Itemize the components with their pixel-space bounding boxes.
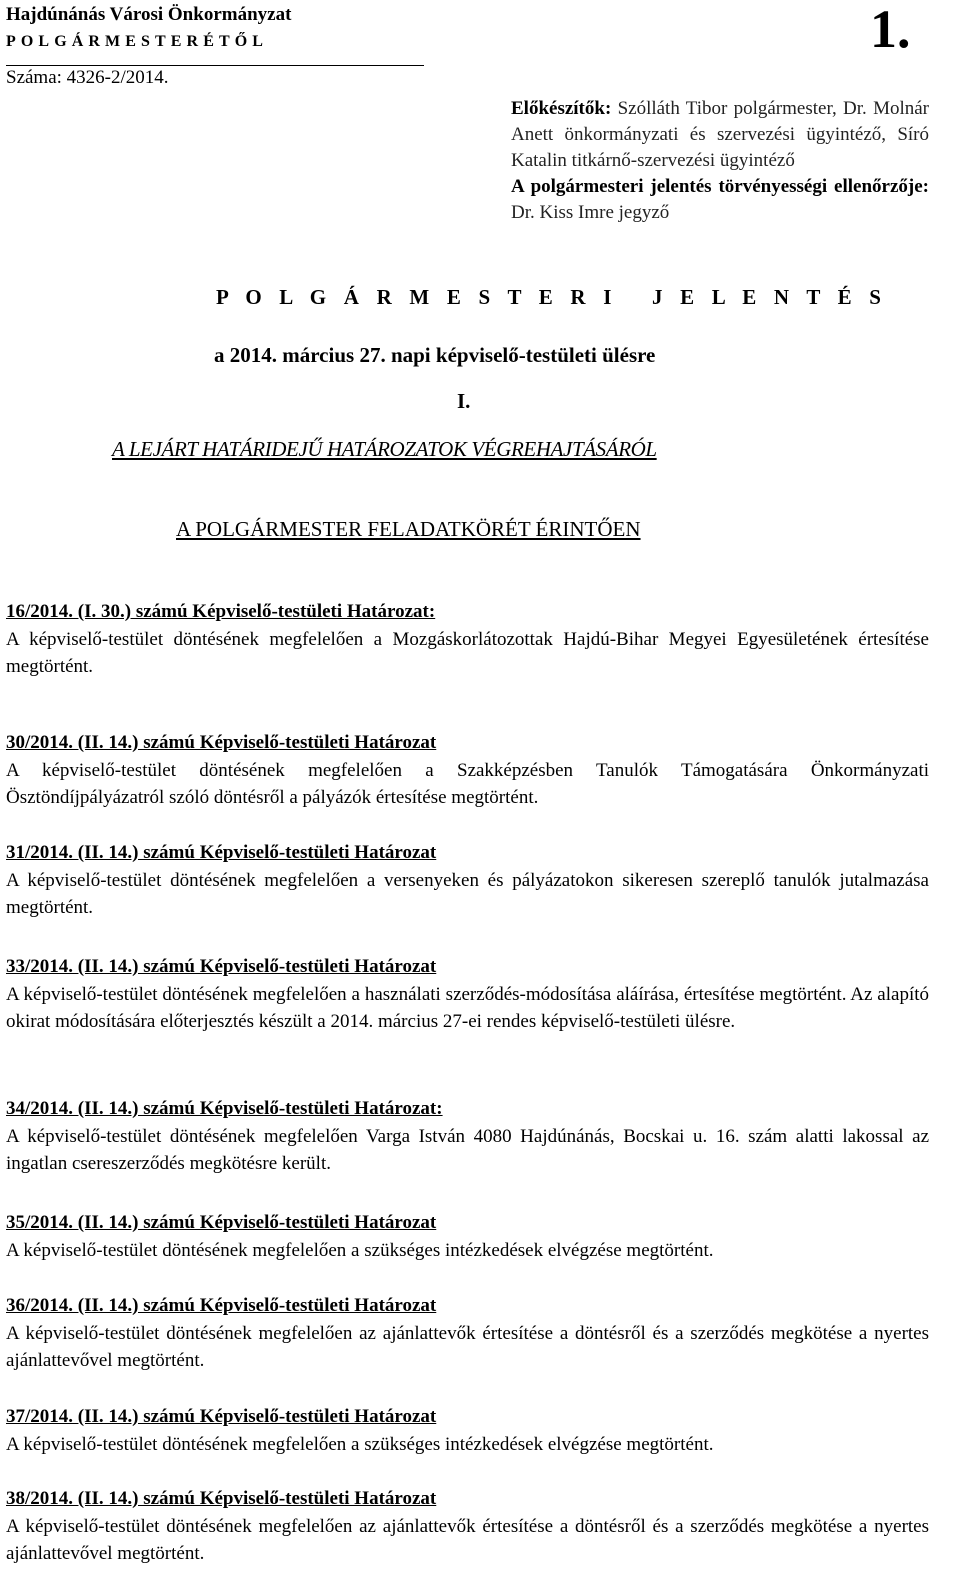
resolution-body: A képviselő-testület döntésének megfelelően a Mozgáskorlátozottak Hajdú-Bihar Megyei Egyesületének értesítése megtörtént.: [6, 628, 929, 677]
header-rule: [6, 65, 424, 66]
resolution-item: [6, 1292, 929, 1375]
resolution-body: A képviselő-testület döntésének megfelelően a szükséges intézkedések elvégzése megtörtént.: [6, 1433, 714, 1455]
resolution-body: A képviselő-testület döntésének megfelelően a versenyeken és pályázatokon sikeresen szereplő tanulók jutalmazása megtörtént.: [6, 869, 929, 918]
organization-name: Hajdúnánás Városi Önkormányzat: [6, 4, 292, 25]
resolution-item: [6, 1485, 929, 1568]
resolution-item: [6, 953, 929, 1036]
report-title: P O L G Á R M E S T E R I J E L E N T É S: [216, 285, 888, 309]
resolution-heading: 31/2014. (II. 14.) számú Képviselő-testületi Határozat: [6, 842, 437, 863]
resolution-heading: 33/2014. (II. 14.) számú Képviselő-testületi Határozat: [6, 956, 437, 977]
resolution-heading: 34/2014. (II. 14.) számú Képviselő-testületi Határozat:: [6, 1098, 443, 1119]
resolution-heading: 35/2014. (II. 14.) számú Képviselő-testületi Határozat: [6, 1212, 437, 1233]
resolution-item: [6, 839, 929, 922]
resolution-item: [6, 598, 929, 681]
resolution-body: A képviselő-testület döntésének megfelelően az ajánlattevők értesítése a döntésről és a szerződés megkötése a nyertes ajánlattevővel megtörtént.: [6, 1515, 929, 1564]
section-title: A LEJÁRT HATÁRIDEJŰ HATÁROZATOK VÉGREHAJTÁSÁRÓL: [112, 437, 657, 461]
resolution-body: A képviselő-testület döntésének megfelelően az ajánlattevők értesítése a döntésről és a szerződés megkötése a nyertes ajánlattevővel megtörtént.: [6, 1322, 929, 1371]
resolution-item: [6, 729, 929, 812]
preparers-block: [511, 96, 929, 226]
prepared-by-value: Szólláth Tibor polgármester, Dr. Molnár Anett önkormányzati és szervezési ügyintéző, Síró Katalin titkárnő-szervezési ügyintéző: [511, 98, 930, 171]
resolution-body: A képviselő-testület döntésének megfelelően a használati szerződés-módosítása aláírása, értesítése megtörtént. Az alapító okirat módosítására előterjesztés készült a 2014. március 27-ei rendes képviselő-testületi ülésre.: [6, 983, 929, 1032]
reference-number: Száma: 4326-2/2014.: [6, 67, 169, 88]
resolution-item: [6, 1403, 929, 1458]
section-subtitle: A POLGÁRMESTER FELADATKÖRÉT ÉRINTŐEN: [176, 517, 641, 541]
resolution-body: A képviselő-testület döntésének megfelelően a szükséges intézkedések elvégzése megtörtént.: [6, 1239, 714, 1261]
report-subtitle: a 2014. március 27. napi képviselő-testületi ülésre: [214, 343, 656, 367]
section-number: I.: [457, 389, 471, 413]
legality-control-value: Dr. Kiss Imre jegyző: [511, 202, 670, 223]
prepared-by-label: Előkészítők:: [511, 98, 612, 119]
legality-control-label: A polgármesteri jelentés törvényességi ellenőrzője:: [511, 176, 929, 197]
resolution-heading: 37/2014. (II. 14.) számú Képviselő-testületi Határozat: [6, 1406, 437, 1427]
resolution-item: [6, 1095, 929, 1178]
agenda-number: 1.: [870, 0, 911, 59]
resolution-item: [6, 1209, 929, 1264]
office-name: POLGÁRMESTERÉTŐL: [6, 33, 269, 50]
resolution-heading: 30/2014. (II. 14.) számú Képviselő-testületi Határozat: [6, 732, 437, 753]
resolution-heading: 36/2014. (II. 14.) számú Képviselő-testületi Határozat: [6, 1295, 437, 1316]
resolution-body: A képviselő-testület döntésének megfelelően a Szakképzésben Tanulók Támogatására Önkormányzati Ösztöndíjpályázatról szóló döntésről a pályázók értesítése megtörtént.: [6, 759, 929, 808]
resolution-heading: 38/2014. (II. 14.) számú Képviselő-testületi Határozat: [6, 1488, 437, 1509]
resolution-body: A képviselő-testület döntésének megfelelően Varga István 4080 Hajdúnánás, Bocskai u. 16. szám alatti lakossal az ingatlan csereszerződés megkötésre került.: [6, 1125, 929, 1174]
resolution-heading: 16/2014. (I. 30.) számú Képviselő-testületi Határozat:: [6, 601, 436, 622]
